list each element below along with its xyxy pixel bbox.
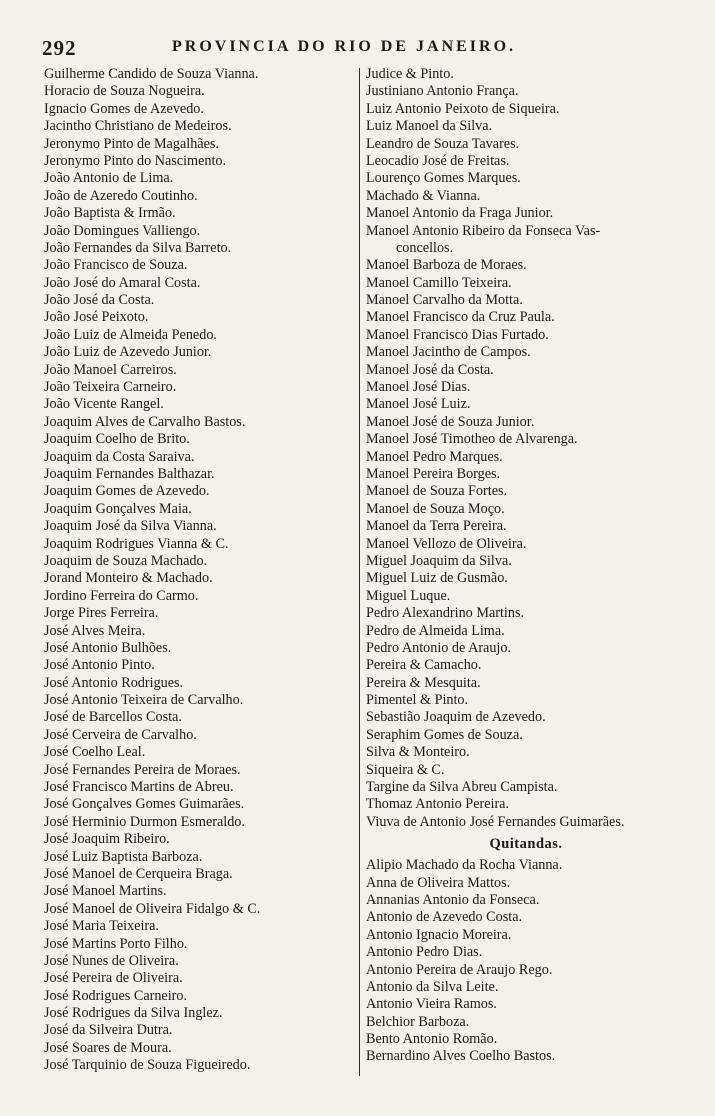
list-item: José Francisco Martins de Abreu. bbox=[44, 779, 234, 796]
list-item: Jordino Ferreira do Carmo. bbox=[44, 587, 199, 604]
list-item: Miguel Luque. bbox=[366, 587, 451, 604]
list-item: José Rodrigues da Silva Inglez. bbox=[44, 1005, 223, 1022]
list-item: José Fernandes Pereira de Moraes. bbox=[44, 761, 241, 778]
list-item: Miguel Luiz de Gusmão. bbox=[366, 570, 508, 587]
list-item: Ignacio Gomes de Azevedo. bbox=[44, 100, 204, 117]
page-header bbox=[42, 36, 672, 60]
list-item: Manoel Camillo Teixeira. bbox=[366, 274, 512, 291]
page-title: PROVINCIA DO RIO DE JANEIRO. bbox=[172, 38, 517, 55]
list-item: José Antonio Pinto. bbox=[44, 657, 155, 674]
list-item: Manoel Antonio da Fraga Junior. bbox=[366, 205, 554, 222]
list-item: José Manoel de Cerqueira Braga. bbox=[44, 865, 233, 882]
list-item: Manoel José de Souza Junior. bbox=[366, 413, 535, 430]
list-item: José Rodrigues Carneiro. bbox=[44, 987, 188, 1004]
list-item: João Teixeira Carneiro. bbox=[44, 379, 177, 396]
list-item: Antonio Vieira Ramos. bbox=[366, 996, 497, 1013]
list-item: Alipio Machado da Rocha Vianna. bbox=[366, 857, 563, 874]
list-item: Lourenço Gomes Marques. bbox=[366, 170, 521, 187]
list-item: Miguel Joaquim da Silva. bbox=[366, 552, 512, 569]
list-item: Joaquim Rodrigues Vianna & C. bbox=[44, 535, 229, 552]
list-item: José Antonio Rodrigues. bbox=[44, 674, 184, 691]
list-item: Antonio Pedro Dias. bbox=[366, 944, 483, 961]
list-item: Jeronymo Pinto de Magalhães. bbox=[44, 135, 219, 152]
list-item: José Herminio Durmon Esmeraldo. bbox=[44, 813, 245, 830]
list-item: João José da Costa. bbox=[44, 292, 155, 309]
list-item: Manoel da Terra Pereira. bbox=[366, 518, 507, 535]
list-item: Pedro Antonio de Araujo. bbox=[366, 639, 512, 656]
list-item: Joaquim Fernandes Balthazar. bbox=[44, 465, 215, 482]
list-item: José Cerveira de Carvalho. bbox=[44, 726, 197, 743]
list-item: Leocadio José de Freitas. bbox=[366, 152, 510, 169]
list-item: Manoel Pereira Borges. bbox=[366, 465, 501, 482]
right-column-list bbox=[366, 66, 686, 831]
list-item: José Manoel de Oliveira Fidalgo & C. bbox=[44, 900, 261, 917]
list-item: Judice & Pinto. bbox=[366, 66, 454, 82]
list-item: Jorand Monteiro & Machado. bbox=[44, 570, 213, 587]
list-item: Manoel José Luiz. bbox=[366, 396, 471, 413]
list-item: José Antonio Bulhões. bbox=[44, 639, 172, 656]
list-item: José Tarquinio de Souza Figueiredo. bbox=[44, 1057, 251, 1074]
list-item: Joaquim Coelho de Brito. bbox=[44, 431, 190, 448]
list-item: Pereira & Mesquita. bbox=[366, 674, 481, 691]
list-item: Manoel Jacintho de Campos. bbox=[366, 344, 531, 361]
list-item: Manoel Barboza de Moraes. bbox=[366, 257, 527, 274]
list-item: João Baptista & Irmão. bbox=[44, 205, 176, 222]
list-item: Leandro de Souza Tavares. bbox=[366, 135, 520, 152]
list-item: Joaquim Gonçalves Maia. bbox=[44, 500, 192, 517]
left-column bbox=[44, 66, 354, 1075]
list-item: José Antonio Teixeira de Carvalho. bbox=[44, 692, 244, 709]
list-item: Manoel de Souza Fortes. bbox=[366, 483, 508, 500]
list-item: Joaquim Gomes de Azevedo. bbox=[44, 483, 210, 500]
list-item: José Joaquim Ribeiro. bbox=[44, 831, 170, 848]
column-divider bbox=[359, 68, 360, 1076]
list-item: João Domingues Valliengo. bbox=[44, 222, 201, 239]
list-item: Luiz Manoel da Silva. bbox=[366, 118, 493, 135]
list-item: Pedro Alexandrino Martins. bbox=[366, 605, 525, 622]
list-item: João Vicente Rangel. bbox=[44, 396, 164, 413]
right-column bbox=[366, 66, 686, 1066]
list-item: Jeronymo Pinto do Nascimento. bbox=[44, 152, 227, 169]
list-item: Joaquim da Costa Saraiva. bbox=[44, 448, 195, 465]
list-item: Manoel Francisco da Cruz Paula. bbox=[366, 309, 555, 326]
list-item: João Luiz de Azevedo Junior. bbox=[44, 344, 212, 361]
list-item: Bento Antonio Romão. bbox=[366, 1031, 498, 1048]
list-item: Silva & Monteiro. bbox=[366, 744, 470, 761]
list-item: Viuva de Antonio José Fernandes Guimarães. bbox=[366, 813, 625, 830]
list-item: José da Silveira Dutra. bbox=[44, 1022, 173, 1039]
list-item: Sebastião Joaquim de Azevedo. bbox=[366, 709, 546, 726]
quitandas-list bbox=[366, 857, 686, 1066]
list-item: Thomaz Antonio Pereira. bbox=[366, 796, 510, 813]
list-item: Manoel José Timotheo de Alvarenga. bbox=[366, 431, 578, 448]
page-number: 292 bbox=[42, 36, 77, 60]
list-item: Manoel Antonio Ribeiro da Fonseca Vas- bbox=[366, 222, 601, 239]
list-item: Horacio de Souza Nogueira. bbox=[44, 83, 205, 100]
list-item: Manoel Francisco Dias Furtado. bbox=[366, 326, 549, 343]
list-item: Machado & Vianna. bbox=[366, 187, 481, 204]
list-item: João José Peixoto. bbox=[44, 309, 149, 326]
list-item: João de Azeredo Coutinho. bbox=[44, 187, 198, 204]
list-item: Pedro de Almeida Lima. bbox=[366, 622, 505, 639]
section-heading-quitandas: Quitandas. bbox=[489, 836, 563, 853]
list-item: Joaquim José da Silva Vianna. bbox=[44, 518, 217, 535]
list-item: José Coelho Leal. bbox=[44, 744, 146, 761]
list-item: Jacintho Christiano de Medeiros. bbox=[44, 118, 232, 135]
list-item: Manoel Carvalho da Motta. bbox=[366, 292, 523, 309]
list-item: José Maria Teixeira. bbox=[44, 918, 159, 935]
list-item: João Fernandes da Silva Barreto. bbox=[44, 239, 232, 256]
list-item: José Martins Porto Filho. bbox=[44, 935, 188, 952]
list-item: concellos. bbox=[396, 239, 454, 256]
list-item: Antonio Ignacio Moreira. bbox=[366, 926, 512, 943]
list-item: José Luiz Baptista Barboza. bbox=[44, 848, 203, 865]
list-item: Siqueira & C. bbox=[366, 761, 445, 778]
list-item: Anna de Oliveira Mattos. bbox=[366, 874, 511, 891]
list-item: Guilherme Candido de Souza Vianna. bbox=[44, 66, 259, 82]
list-item: Antonio Pereira de Araujo Rego. bbox=[366, 961, 553, 978]
list-item: João Antonio de Lima. bbox=[44, 170, 174, 187]
list-item: José Manoel Martins. bbox=[44, 883, 167, 900]
list-item: José Soares de Moura. bbox=[44, 1039, 172, 1056]
list-item: Pimentel & Pinto. bbox=[366, 692, 469, 709]
list-item: Manoel de Souza Moço. bbox=[366, 500, 505, 517]
list-item: José Pereira de Oliveira. bbox=[44, 970, 183, 987]
list-item: Luiz Antonio Peixoto de Siqueira. bbox=[366, 100, 560, 117]
list-item: João José do Amaral Costa. bbox=[44, 274, 201, 291]
list-item: Antonio de Azevedo Costa. bbox=[366, 909, 523, 926]
list-item: João Luiz de Almeida Penedo. bbox=[44, 326, 217, 343]
list-item: Joaquim de Souza Machado. bbox=[44, 552, 208, 569]
list-item: Joaquim Alves de Carvalho Bastos. bbox=[44, 413, 246, 430]
list-item: João Manoel Carreiros. bbox=[44, 361, 177, 378]
list-item: Belchior Barboza. bbox=[366, 1013, 470, 1030]
list-item: Targine da Silva Abreu Campista. bbox=[366, 779, 558, 796]
list-item: José Gonçalves Gomes Guimarães. bbox=[44, 796, 245, 813]
list-item: Antonio da Silva Leite. bbox=[366, 978, 499, 995]
list-item: Seraphim Gomes de Souza. bbox=[366, 726, 523, 743]
list-item: João Francisco de Souza. bbox=[44, 257, 188, 274]
list-item: Jorge Pires Ferreira. bbox=[44, 605, 159, 622]
list-item: José de Barcellos Costa. bbox=[44, 709, 182, 726]
list-item: José Nunes de Oliveira. bbox=[44, 952, 179, 969]
list-item: Manoel José da Costa. bbox=[366, 361, 494, 378]
list-item: Justiniano Antonio França. bbox=[366, 83, 519, 100]
list-item: Bernardino Alves Coelho Bastos. bbox=[366, 1048, 556, 1065]
list-item: Manoel José Dias. bbox=[366, 379, 471, 396]
list-item: José Alves Meira. bbox=[44, 622, 146, 639]
list-item: Manoel Pedro Marques. bbox=[366, 448, 503, 465]
list-item: Pereira & Camacho. bbox=[366, 657, 482, 674]
list-item: Annanias Antonio da Fonseca. bbox=[366, 891, 540, 908]
list-item: Manoel Vellozo de Oliveira. bbox=[366, 535, 527, 552]
